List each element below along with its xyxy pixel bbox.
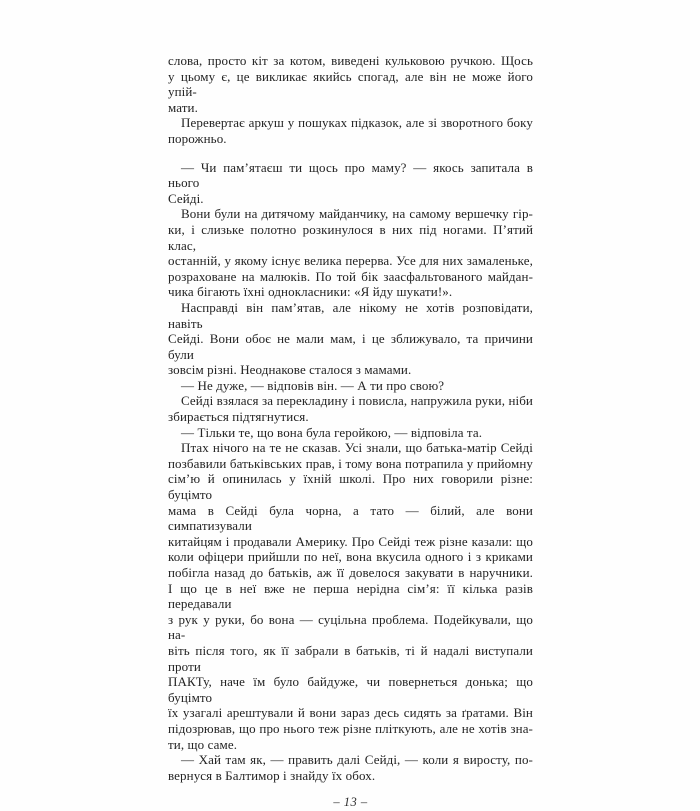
- paragraph: [168, 378, 533, 394]
- text-line: — Хай там як, — править далі Сейді, — коли я виросту, по-: [181, 752, 533, 768]
- text-line: збирається підтягнутися.: [168, 409, 309, 425]
- text-line: китайцям і продавали Америку. Про Сейді теж різне казали: що: [168, 533, 533, 549]
- text-line: Сейді.: [168, 190, 204, 206]
- text-line: їх узагалі арештували й вони зараз десь сидять за ґратами. Він: [168, 705, 533, 721]
- text-line: І що це в неї вже не перша нерідна сім’я: її кілька разів передавали: [168, 580, 533, 612]
- text-line: Сейді взялася за перекладину і повисла, напружила руки, ніби: [181, 393, 533, 409]
- text-line: віть після того, як її забрали в батьків, ті й надалі виступали проти: [168, 642, 533, 674]
- text-line: розраховане на малюків. По той бік заасфальтованого майдан-: [168, 268, 533, 284]
- text-line: підозрював, що про нього теж різне пліткують, але не хотів зна-: [168, 720, 533, 736]
- text-line: — Тільки те, що вона була геройкою, — відповіла та.: [181, 424, 483, 440]
- text-section: [168, 53, 533, 147]
- text-line: коли офіцери прийшли по неї, вона вкусила одного і з криками: [168, 549, 533, 565]
- paragraph: [168, 206, 533, 300]
- text-line: ти, що саме.: [168, 736, 238, 752]
- text-line: з рук у руки, бо вона — суцільна проблема. Подейкували, що на-: [168, 611, 533, 643]
- text-line: — Чи пам’ятаєш ти щось про маму? — якось запитала в нього: [168, 159, 533, 191]
- text-line: позбавили батьківських прав, і тому вона потрапила у прийомну: [168, 455, 533, 471]
- paragraph: [168, 752, 533, 783]
- text-line: у цьому є, це викликає якийсь спогад, але він не може його упій-: [168, 68, 533, 100]
- paragraph: [168, 393, 533, 424]
- paragraph: [168, 53, 533, 115]
- text-line: Насправді він пам’ятав, але нікому не хотів розповідати, навіть: [168, 299, 533, 331]
- paragraph: [168, 425, 533, 441]
- text-line: Вони були на дитячому майданчику, на самому вершечку гір-: [181, 206, 533, 222]
- text-line: мати.: [168, 99, 198, 115]
- text-line: ки, і слизьке полотно розкинулося в них під ногами. П’ятий клас,: [168, 221, 533, 253]
- text-line: сім’ю й опинилась у їхній школі. Про них говорили різне: буцімто: [168, 471, 533, 503]
- paragraph: [168, 115, 533, 146]
- text-line: — Не дуже, — відповів він. — А ти про свою?: [181, 377, 445, 393]
- text-line: зовсім різні. Неоднакове сталося з мамами.: [168, 362, 412, 378]
- text-line: мама в Сейді була чорна, а тато — білий, але вони симпатизували: [168, 502, 533, 534]
- text-column: [168, 53, 533, 811]
- text-line: останній, у якому існує велика перерва. Усе для них замаленьке,: [168, 253, 533, 269]
- page-number: – 13 –: [333, 795, 368, 810]
- text-line: вернуся в Балтимор і знайду їх обох.: [168, 767, 376, 783]
- text-line: ПАКТу, наче їм було байдуже, чи повернеться донька; що буцімто: [168, 674, 533, 705]
- text-line: побігла назад до батьків, аж її довелося закувати в наручники.: [168, 565, 533, 580]
- paragraph: [168, 300, 533, 378]
- text-line: чика бігають їхні однокласники: «Я йду шукати!».: [168, 284, 453, 300]
- text-line: Сейді. Вони обоє не мали мам, і це зближувало, та причини були: [168, 331, 533, 362]
- paragraph: [168, 160, 533, 207]
- text-line: Птах нічого на те не сказав. Усі знали, що батька-матір Сейді: [181, 440, 533, 456]
- paragraph: [168, 440, 533, 752]
- text-line: порожньо.: [168, 130, 227, 146]
- text-line: Перевертає аркуш у пошуках підказок, але зі зворотного боку: [181, 115, 533, 131]
- text-section: [168, 160, 533, 784]
- text-line: слова, просто кіт за котом, виведені кульковою ручкою. Щось: [168, 53, 533, 68]
